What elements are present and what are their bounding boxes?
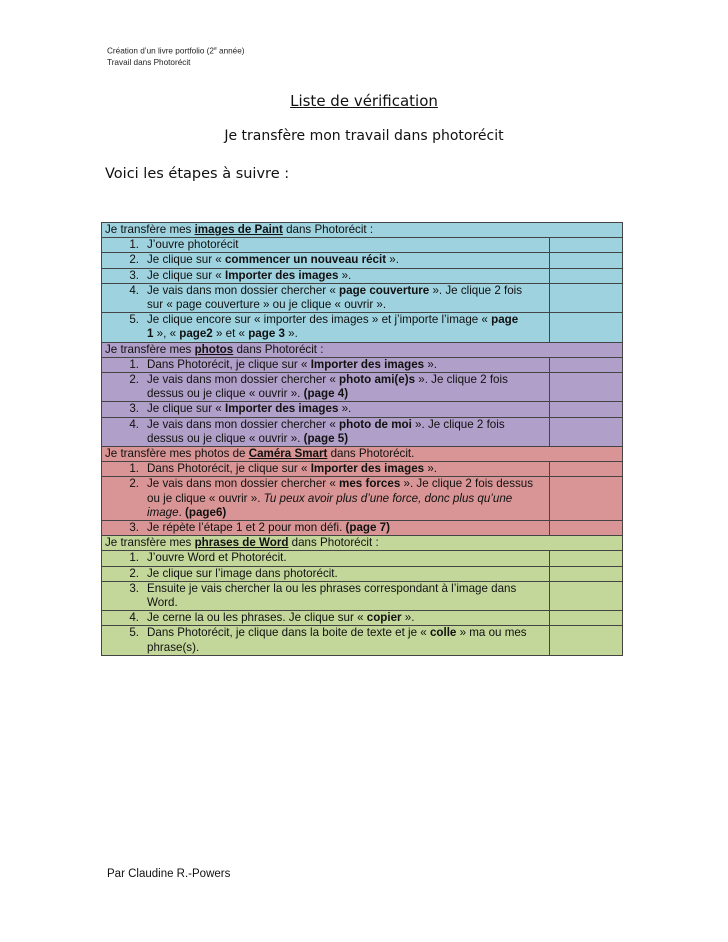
- check-cell[interactable]: [550, 462, 623, 477]
- page-title: Liste de vérification: [290, 92, 438, 110]
- list-item: 5. Je clique encore sur « importer des images » et j’importe l’image « page 1 », « page2 » et « page 3 ».: [102, 313, 623, 342]
- section-header-paint: Je transfère mes images de Paint dans Photorécit :: [102, 223, 623, 238]
- check-cell[interactable]: [550, 268, 623, 283]
- list-item: 3. Je répète l’étape 1 et 2 pour mon défi. (page 7): [102, 521, 623, 536]
- list-item: 1. J’ouvre photorécit: [102, 238, 623, 253]
- check-cell[interactable]: [550, 611, 623, 626]
- list-item: 4. Je vais dans mon dossier chercher « photo de moi ». Je clique 2 fois dessus ou je clique « ouvrir ». (page 5): [102, 417, 623, 446]
- document-footer: Par Claudine R.-Powers: [107, 868, 231, 880]
- intro-text: Voici les étapes à suivre :: [105, 166, 290, 182]
- checklist-table: [101, 222, 623, 656]
- list-item: 3. Je clique sur « Importer des images ».: [102, 268, 623, 283]
- check-cell[interactable]: [550, 626, 623, 655]
- list-item: 2. Je vais dans mon dossier chercher « mes forces ». Je clique 2 fois dessus ou je clique « ouvrir ». Tu peux avoir plus d’une force, donc plus qu’une image. (page6): [102, 477, 623, 521]
- check-cell[interactable]: [550, 357, 623, 372]
- document-header: [107, 44, 245, 68]
- page-subtitle: Je transfère mon travail dans photorécit: [224, 128, 504, 144]
- header-line-2: Travail dans Photorécit: [107, 57, 191, 67]
- check-cell[interactable]: [550, 566, 623, 581]
- list-item: 2. Je clique sur l’image dans photorécit.: [102, 566, 623, 581]
- list-item: 2. Je vais dans mon dossier chercher « photo ami(e)s ». Je clique 2 fois dessus ou je clique « ouvrir ». (page 4): [102, 373, 623, 402]
- check-cell[interactable]: [550, 402, 623, 417]
- list-item: 3. Ensuite je vais chercher la ou les phrases correspondant à l’image dans Word.: [102, 581, 623, 610]
- check-cell[interactable]: [550, 313, 623, 342]
- check-cell[interactable]: [550, 521, 623, 536]
- check-cell[interactable]: [550, 373, 623, 402]
- check-cell[interactable]: [550, 581, 623, 610]
- list-item: 4. Je cerne la ou les phrases. Je clique sur « copier ».: [102, 611, 623, 626]
- header-line-1: Création d’un livre portfolio (2e année): [107, 46, 245, 56]
- list-item: 1. Dans Photorécit, je clique sur « Importer des images ».: [102, 462, 623, 477]
- list-item: 3. Je clique sur « Importer des images ».: [102, 402, 623, 417]
- list-item: 2. Je clique sur « commencer un nouveau récit ».: [102, 253, 623, 268]
- list-item: 4. Je vais dans mon dossier chercher « page couverture ». Je clique 2 fois sur « page couverture » ou je clique « ouvrir ».: [102, 283, 623, 312]
- check-cell[interactable]: [550, 238, 623, 253]
- check-cell[interactable]: [550, 551, 623, 566]
- list-item: 5. Dans Photorécit, je clique dans la boite de texte et je « colle » ma ou mes phrase(s).: [102, 626, 623, 655]
- check-cell[interactable]: [550, 477, 623, 521]
- list-item: 1. J’ouvre Word et Photorécit.: [102, 551, 623, 566]
- check-cell[interactable]: [550, 283, 623, 312]
- list-item: 1. Dans Photorécit, je clique sur « Importer des images ».: [102, 357, 623, 372]
- check-cell[interactable]: [550, 417, 623, 446]
- section-header-word: Je transfère mes phrases de Word dans Photorécit :: [102, 536, 623, 551]
- section-header-photos: Je transfère mes photos dans Photorécit :: [102, 342, 623, 357]
- section-header-camera: Je transfère mes photos de Caméra Smart dans Photorécit.: [102, 447, 623, 462]
- check-cell[interactable]: [550, 253, 623, 268]
